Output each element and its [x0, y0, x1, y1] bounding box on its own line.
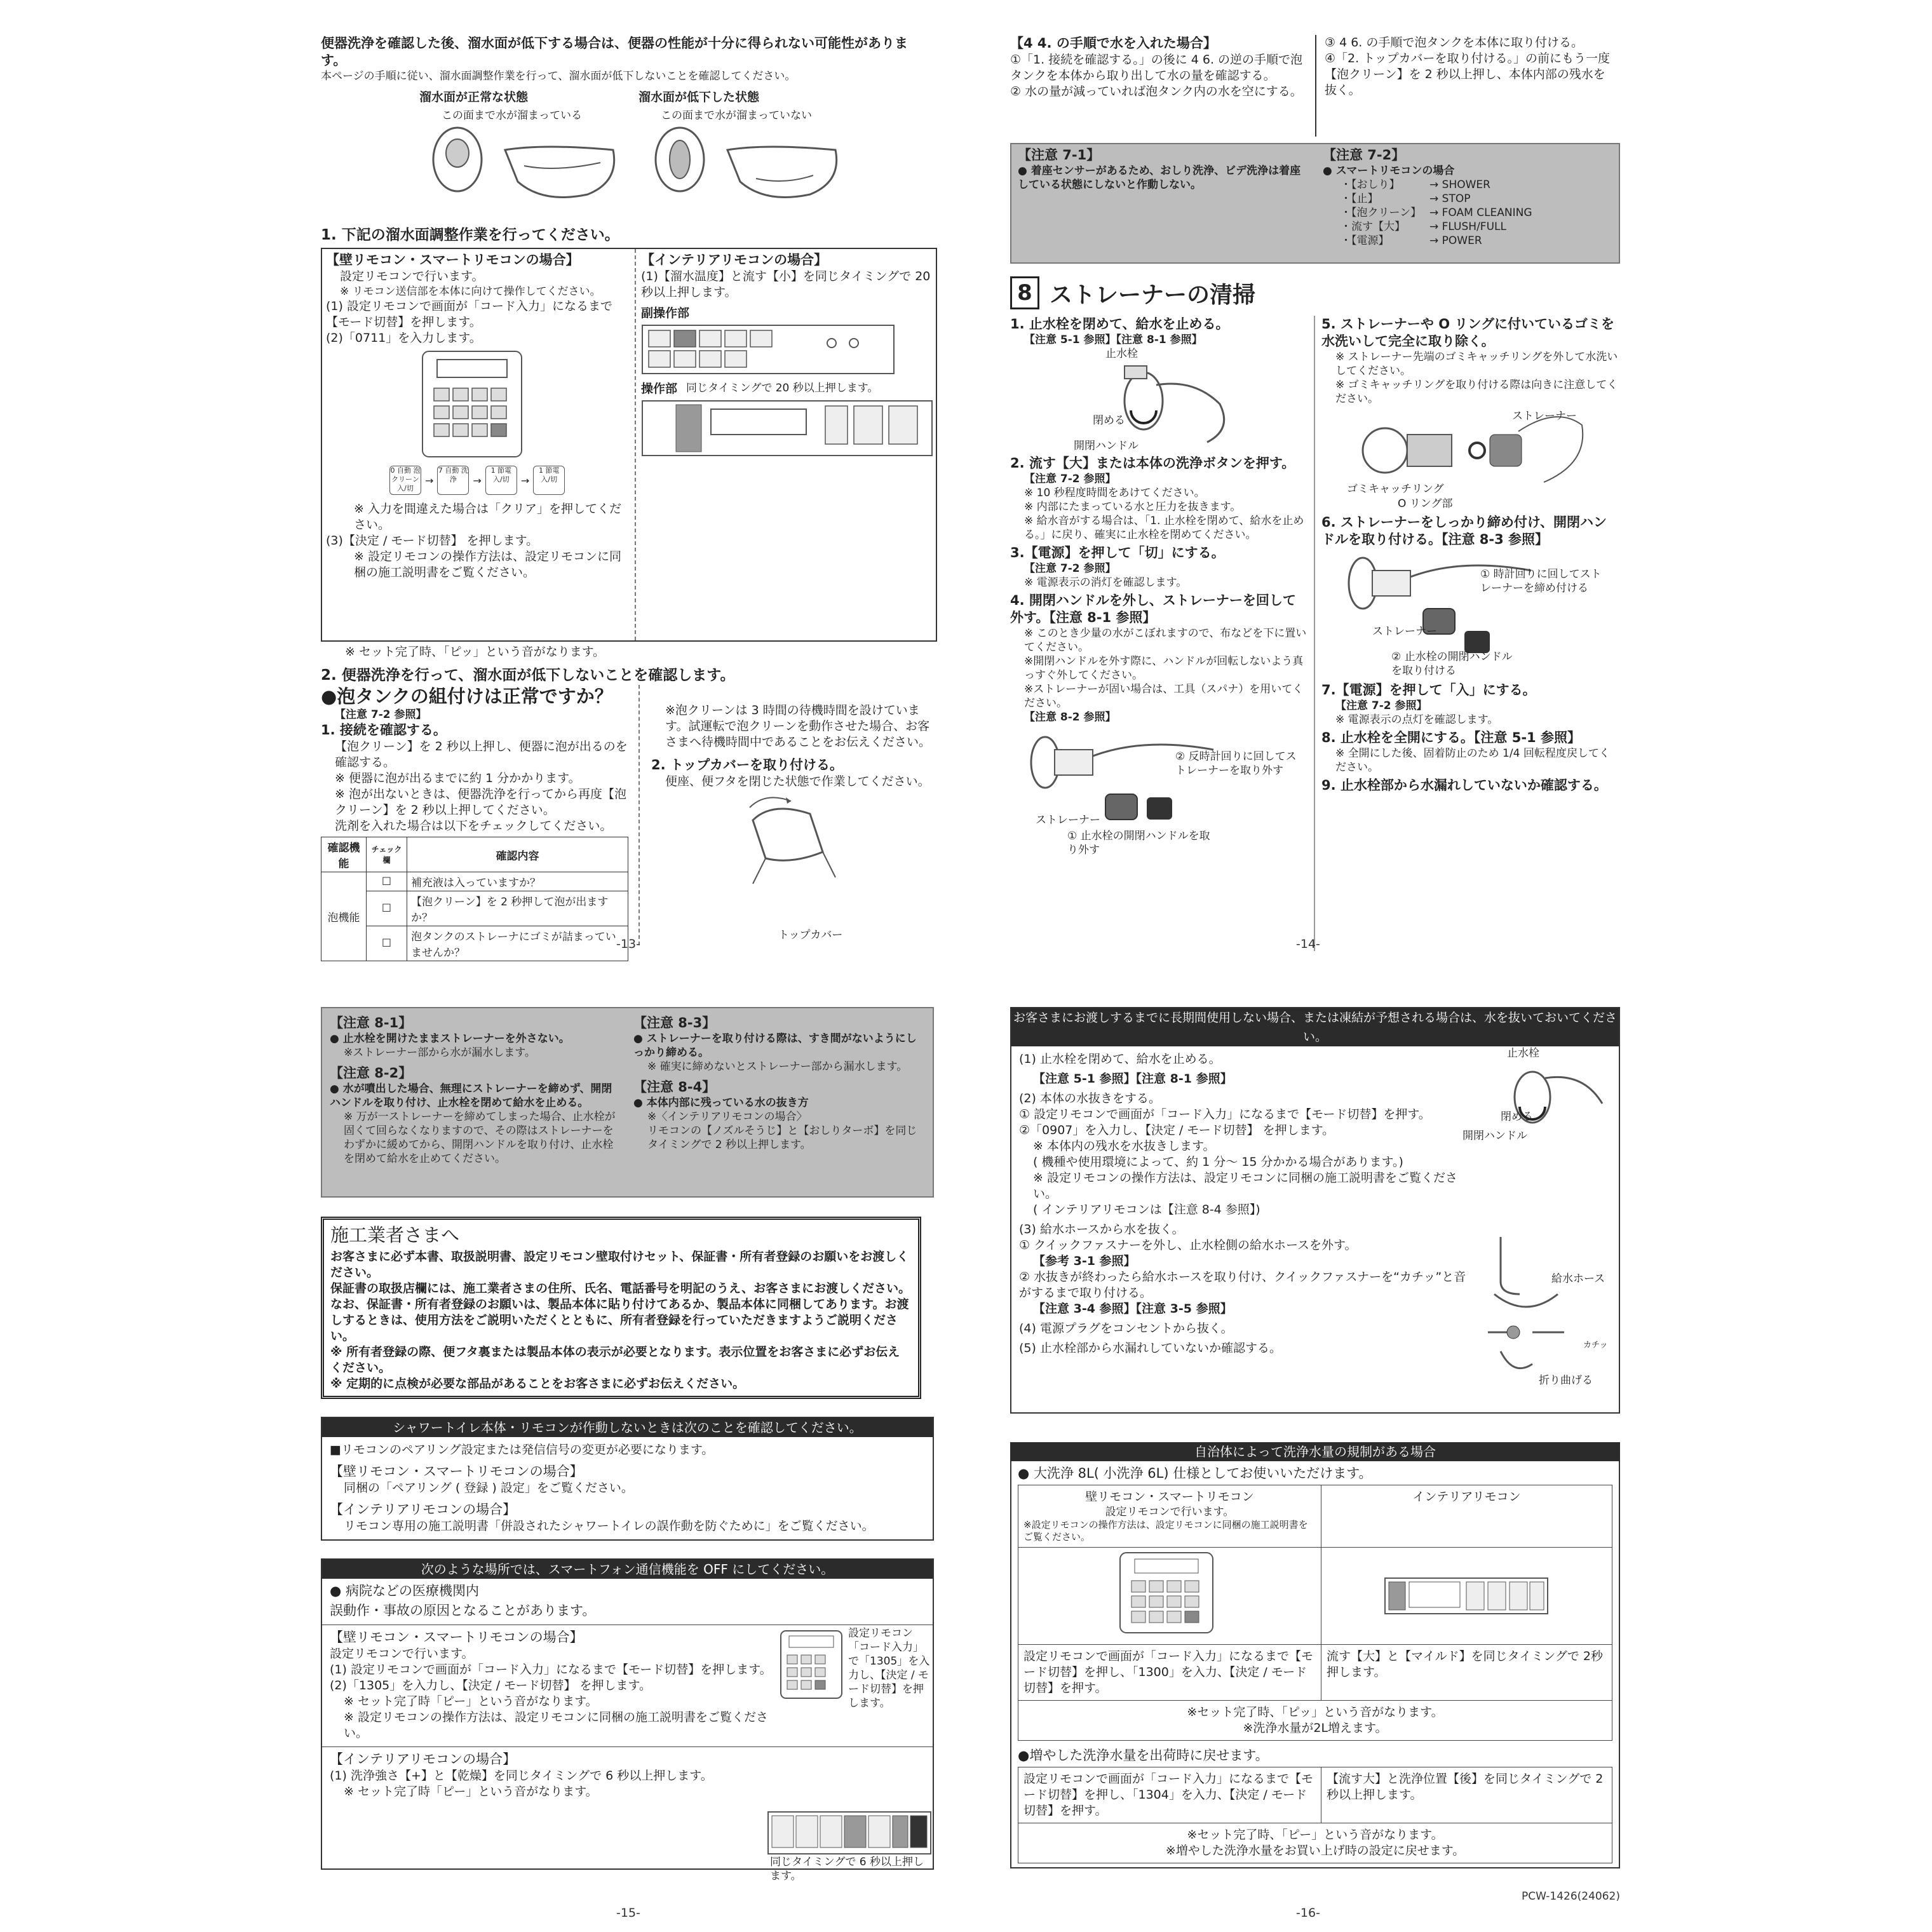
- strainer-note: ※ ストレーナー先端のゴミキャッチリングを外して水洗いしてください。: [1335, 351, 1618, 377]
- key-7: 7 自動 洗浄: [437, 466, 469, 495]
- malfunction-line: リモコン専用の施工説明書「併設されたシャワートイレの誤作動を防ぐために」をご覧ください。: [344, 1519, 874, 1533]
- arrow-right-icon: →: [425, 474, 434, 487]
- smartphone-wall-lines: [330, 1646, 774, 1741]
- regulation-heading: ● 大洗浄 8L( 小洗浄 6L) 仕様としてお使いいただけます。: [1018, 1466, 1372, 1481]
- check-header: チェック欄: [367, 837, 407, 872]
- fig-label: ストレーナー: [1372, 625, 1437, 638]
- note-text: ● スマートリモコンの場合: [1323, 165, 1455, 177]
- smartphone-line: ※ セット完了時「ピー」という音がなります。: [344, 1694, 598, 1708]
- note-text: ● 水が噴出した場合、無理にストレーナーを締めず、開閉ハンドルを取り付け、止水栓を閉めて給水を止める。: [330, 1083, 612, 1109]
- drain-ref: 【注意 3-4 参照】【注意 3-5 参照】: [1033, 1302, 1233, 1316]
- key-1: 1 節電 入/切: [485, 466, 517, 495]
- p13-step1-box: [321, 248, 937, 642]
- strainer-note: ※ このとき少量の水がこぼれますので、布などを下に置いてください。: [1024, 627, 1307, 654]
- strainer-step: 1. 止水栓を閉めて、給水を止める。: [1010, 316, 1229, 332]
- hose-drain-illustration: [1475, 1224, 1615, 1383]
- note-text: ※ストレーナー部から水が漏水します。: [344, 1046, 536, 1059]
- key-sequence: [389, 466, 631, 495]
- mapping-row: [1341, 178, 1615, 192]
- interior-fig-note: 同じタイミングで 6 秒以上押します。: [770, 1856, 924, 1882]
- foam-line: 洗剤を入れた場合は以下をチェックしてください。: [335, 819, 612, 833]
- key-1b: 1 節電 入/切: [533, 466, 565, 495]
- checkbox[interactable]: ☐: [367, 891, 407, 926]
- note-title: 【注意 8-1】: [330, 1015, 412, 1030]
- p14-c1-title: 【4 4. の手順で水を入れた場合】: [1010, 36, 1217, 51]
- malfunction-line: 同梱の「ペアリング ( 登録 ) 設定」をご覧ください。: [344, 1481, 633, 1495]
- p14-steps-left: [1010, 316, 1309, 858]
- setting-remote-illustration: [1119, 1551, 1214, 1634]
- note-7-2: [1323, 147, 1615, 248]
- top-cover-label: トップカバー: [778, 929, 843, 942]
- low-note: この面まで水が溜まっていない: [661, 109, 812, 122]
- mapping-key: ・流す【大】: [1341, 220, 1405, 233]
- strainer-note: ※開閉ハンドルを外す際に、ハンドルが回転しないよう真っすぐ外してください。: [1024, 655, 1304, 682]
- p14-c1-line: ①「1. 接続を確認する。」の後に 4 6. の逆の手順で泡タンクを本体から取り出して水の量を確認する。: [1010, 53, 1303, 83]
- p15-note-box: [321, 1007, 934, 1198]
- mapping-key: ・【おしり】: [1341, 179, 1400, 191]
- smartphone-sub: 【壁リモコン・スマートリモコンの場合】: [330, 1630, 583, 1645]
- strainer-step: 9. 止水栓部から水漏れしていないか確認する。: [1321, 778, 1607, 793]
- table-footer-line: ※セット完了時、「ピッ」という音がなります。: [1187, 1705, 1443, 1719]
- wall-line: ※ 入力を間違えた場合は「クリア」を押してください。: [354, 502, 621, 532]
- normal-note: この面まで水が溜まっている: [442, 109, 582, 122]
- table-header: インテリアリモコン: [1412, 1490, 1521, 1504]
- p13-intro-bold: 便器洗浄を確認した後、溜水面が低下する場合は、便器の性能が十分に得られない可能性があります。: [321, 36, 908, 68]
- drain-line: ( インテリアリモコンは【注意 8-4 参照】): [1033, 1203, 1260, 1217]
- drain-line: ① 設定リモコンで画面が「コード入力」になるまで【モード切替】を押す。: [1019, 1107, 1431, 1121]
- regulation-heading: ●増やした洗浄水量を出荷時に戻せます。: [1018, 1748, 1269, 1763]
- interior-remote-illustration: [767, 1811, 932, 1855]
- drain-content: [1011, 1046, 1484, 1361]
- check-header: 確認機能: [321, 837, 367, 872]
- fig-label: 止水栓: [1507, 1047, 1539, 1060]
- strainer-note: ※ 電源表示の点灯を確認します。: [1335, 713, 1499, 726]
- drain-line: (2) 本体の水抜きをする。: [1019, 1091, 1161, 1105]
- strainer-ref: 【注意 7-2 参照】: [1024, 473, 1116, 485]
- table-header: 壁リモコン・スマートリモコン: [1085, 1490, 1254, 1504]
- strainer-step: 3.【電源】を押して「切」にする。: [1010, 545, 1225, 560]
- main-panel-label: 操作部: [641, 382, 678, 396]
- page-number-16: -16-: [1296, 1906, 1320, 1920]
- wall-line: 設定リモコンで行います。: [340, 269, 484, 283]
- regulation-table-2: [1018, 1767, 1612, 1863]
- wall-set-complete-note: ※ セット完了時、「ピッ」という音がなります。: [345, 645, 605, 659]
- page-15: [321, 1007, 937, 1909]
- interior-remote-illustration: [1384, 1577, 1549, 1615]
- mapping-row: [1341, 192, 1615, 206]
- p14-top-left: [1010, 35, 1309, 100]
- setting-remote-illustration: [780, 1630, 843, 1699]
- sub-panel-illustration: [641, 324, 895, 375]
- wall-remote-column: [326, 252, 631, 581]
- note-title: 【注意 8-3】: [633, 1015, 716, 1030]
- checkbox[interactable]: ☐: [367, 872, 407, 891]
- foam-note: ※泡クリーンは 3 時間の待機時間を設けています。試運転で泡クリーンを動作させた場合、お客さまへ待機時間中であることをお伝えください。: [665, 703, 931, 749]
- mapping-value: → SHOWER: [1429, 179, 1490, 191]
- mapping-value: → FLUSH/FULL: [1429, 220, 1506, 233]
- foam-line: 便座、便フタを閉じた状態で作業してください。: [665, 774, 930, 788]
- note-title: 【注意 7-1】: [1018, 147, 1100, 163]
- p14-note-box: [1010, 143, 1620, 264]
- smartphone-side-note: 設定リモコン「コード入力」で「1305」を入力し、【決定 / モード切替】を押します。: [848, 1627, 930, 1710]
- strainer-note: ※ ゴミキャッチリングを取り付ける際は向きに注意してください。: [1335, 379, 1618, 405]
- table-cell: 【流す大】と洗浄位置【後】を同じタイミングで 2秒以上押します。: [1321, 1767, 1612, 1823]
- malfunction-bar: シャワートイレ本体・リモコンが作動しないときは次のことを確認してください。: [322, 1418, 933, 1437]
- mapping-row: [1341, 206, 1615, 220]
- note-text: ※〈インテリアリモコンの場合〉: [647, 1111, 807, 1123]
- foam-line: ※ 泡が出ないときは、便器洗浄を行ってから再度【泡クリーン】を 2 秒以上押してください。: [335, 787, 626, 817]
- table-footer-line: ※セット完了時、「ピー」という音がなります。: [1187, 1828, 1443, 1842]
- arrow-right-icon: →: [473, 474, 482, 487]
- p14-top-divider: [1315, 35, 1316, 137]
- installer-line: ※ 定期的に点検が必要な部品があることをお客さまに必ずお伝えください。: [330, 1377, 745, 1391]
- smartphone-box: [321, 1558, 934, 1882]
- drain-line: ※ 本体内の残水を水抜きします。: [1033, 1139, 1215, 1153]
- fig-label: 給水ホース: [1551, 1273, 1605, 1285]
- smartphone-line: ※ セット完了時「ピー」という音がなります。: [344, 1785, 598, 1799]
- table-footer-line: ※洗浄水量が2L増えます。: [1243, 1721, 1388, 1735]
- main-panel-labels: [641, 381, 933, 397]
- foam-left: [321, 685, 632, 961]
- drain-ref: 【参考 3-1 参照】: [1033, 1254, 1136, 1268]
- regulation-box: [1010, 1461, 1620, 1868]
- fig-label: ① 時計回りに回してストレーナーを締め付ける: [1480, 568, 1602, 595]
- fig-label: 止水栓: [1105, 348, 1138, 360]
- strainer-attach-figure: [1321, 548, 1620, 682]
- installer-title: 施工業者さまへ: [330, 1224, 460, 1246]
- strainer-step: 5. ストレーナーや O リングに付いているゴミを水洗いして完全に取り除く。: [1321, 316, 1614, 349]
- malfunction-content: [322, 1437, 933, 1539]
- strainer-step: 6. ストレーナーをしっかり締め付け、開閉ハンドルを取り付ける。【注意 8-3 参照】: [1321, 515, 1607, 547]
- fig-label: ゴミキャッチリング: [1347, 483, 1444, 496]
- foam-right: [651, 703, 937, 942]
- smartphone-line: (1) 洗浄強さ【+】と【乾燥】を同じタイミングで 6 秒以上押します。: [330, 1769, 713, 1783]
- wall-line: ※ リモコン送信部を本体に向けて操作してください。: [340, 285, 601, 298]
- mapping-key: ・【泡クリーン】: [1341, 206, 1422, 219]
- table-sub: ※設定リモコンの操作方法は、設定リモコンに同梱の施工説明書をご覧ください。: [1023, 1519, 1308, 1543]
- smartphone-line: (2)「1305」を入力し、【決定 / モード切替】 を押します。: [330, 1679, 652, 1692]
- table-footer: [1018, 1701, 1612, 1741]
- check-item: 補充液は入っていますか？: [407, 872, 628, 891]
- top-cover-illustration: [727, 795, 855, 890]
- page-14: [1010, 35, 1620, 950]
- table-cell: 設定リモコンで画面が「コード入力」になるまで【モード切替】を押し、「1304」を入力、【決定 / モード切替】を押す。: [1018, 1767, 1321, 1823]
- foam-line: ※ 便器に泡が出るまでに約 1 分かかります。: [335, 771, 581, 785]
- fig-label: ① 止水栓の開閉ハンドルを取り外す: [1067, 830, 1210, 856]
- strainer-note: ※ 全開にした後、固着防止のため 1/4 回転程度戻してください。: [1335, 747, 1610, 774]
- foam-step1: 1. 接続を確認する。: [321, 722, 447, 738]
- drain-line: ②「0907」を入力し、【決定 / モード切替】 を押します。: [1019, 1123, 1335, 1137]
- page-number-15: -15-: [616, 1906, 640, 1920]
- wall-line: (3)【決定 / モード切替】 を押します。: [326, 534, 539, 548]
- smartphone-sub: 【インテリアリモコンの場合】: [330, 1752, 517, 1767]
- strainer-step: 7.【電源】を押して「入」にする。: [1321, 682, 1536, 698]
- interior-remote-column: [641, 252, 933, 459]
- p14-c2-line: ④「2. トップカバーを取り付ける。」の前にもう一度【泡クリーン】を 2 秒以上押し、本体内部の残水を抜く。: [1325, 51, 1610, 97]
- interior-line: (1)【溜水温度】と流す【小】を同じタイミングで 20 秒以上押します。: [641, 269, 931, 299]
- table-cell: 設定リモコンで画面が「コード入力」になるまで【モード切替】を押し、「1300」を入力、【決定 / モード切替】を押す。: [1018, 1645, 1321, 1701]
- installer-line: お客さまに必ず本書、取扱説明書、設定リモコン壁取付けセット、保証書・所有者登録のお願いをお渡しください。: [330, 1250, 909, 1280]
- installer-line: ※ 所有者登録の際、便フタ裏または製品本体の表示が必要となります。表示位置をお客さまに必ずお伝えください。: [330, 1345, 900, 1375]
- strainer-note: ※ 10 秒程度時間をあけてください。: [1024, 487, 1205, 499]
- note-text: ● 着座センサーがあるため、おしり洗浄、ビデ洗浄は着座している状態にしないと作動しない。: [1018, 165, 1301, 191]
- page-number-14: -14-: [1296, 937, 1320, 951]
- fig-label: O リング部: [1398, 497, 1453, 510]
- p14-c1-line: ② 水の量が減っていれば泡タンク内の水を空にする。: [1010, 84, 1302, 98]
- drain-box: [1010, 1007, 1620, 1414]
- key-0: 0 自動 泡クリーン 入/切: [389, 466, 421, 495]
- note-title: 【注意 8-2】: [330, 1065, 412, 1081]
- p15-notes-left: [330, 1015, 622, 1166]
- drain-ref: 【注意 5-1 参照】【注意 8-1 参照】: [1033, 1072, 1233, 1086]
- p15-notes-right: [633, 1015, 926, 1152]
- malfunction-sub: 【壁リモコン・スマートリモコンの場合】: [330, 1464, 583, 1479]
- drain-line: ※ 設定リモコンの操作方法は、設定リモコンに同梱の施工説明書をご覧ください。: [1033, 1171, 1457, 1201]
- fig-label: ② 止水栓の開閉ハンドルを取り付ける: [1391, 651, 1513, 677]
- drain-line: (3) 給水ホースから水を抜く。: [1019, 1222, 1184, 1236]
- page-16: [1010, 1007, 1620, 1909]
- interior-remote-title: 【インテリアリモコンの場合】: [641, 252, 828, 267]
- mapping-row: [1341, 234, 1615, 248]
- p14-top-notes: [1010, 35, 1620, 137]
- strainer-wash-figure: [1321, 406, 1620, 514]
- strainer-step: 2. 流す【大】または本体の洗浄ボタンを押す。: [1010, 456, 1295, 471]
- valve-close-illustration: [1482, 1046, 1609, 1142]
- p14-steps-right: [1321, 316, 1620, 794]
- note-text: ● ストレーナーを取り付ける際は、すき間がないようにしっかり締める。: [633, 1032, 917, 1059]
- remote-mapping: [1323, 178, 1615, 248]
- malfunction-sub: 【インテリアリモコンの場合】: [330, 1502, 517, 1517]
- strainer-ref: 【注意 7-2 参照】: [1335, 699, 1428, 712]
- wall-line: (2)「0711」を入力します。: [326, 331, 482, 345]
- normal-title: 溜水面が正常な状態: [419, 90, 529, 104]
- strainer-note: ※ 電源表示の消灯を確認します。: [1024, 576, 1187, 589]
- strainer-ref: 【注意 7-2 参照】: [1024, 562, 1116, 575]
- low-title: 溜水面が低下した状態: [638, 90, 760, 104]
- table-cell: [1018, 1548, 1321, 1645]
- foam-title: ●泡タンクの組付けは正常ですか？: [321, 686, 613, 707]
- strainer-note: ※ 給水音がする場合は、「1. 止水栓を閉めて、給水を止める。」に戻り、確実に止水栓を閉めてください。: [1024, 515, 1304, 541]
- wall-remote-title: 【壁リモコン・スマートリモコンの場合】: [326, 252, 579, 267]
- foam-ref: 【注意 7-2 参照】: [335, 708, 427, 721]
- fig-label: ストレーナー: [1036, 814, 1100, 827]
- smartphone-bar: 次のような場所では、スマートフォン通信機能を OFF にしてください。: [322, 1560, 933, 1579]
- column-divider: [1314, 316, 1315, 951]
- toilet-normal-illustration: [429, 125, 638, 220]
- mapping-value: → STOP: [1429, 193, 1471, 205]
- p13-step1: 1. 下記の溜水面調整作業を行ってください。: [321, 227, 619, 243]
- table-cell: [1321, 1485, 1612, 1548]
- table-cell: [1321, 1548, 1612, 1645]
- document-code: PCW-1426(24062): [1522, 1890, 1620, 1903]
- foam-section: [321, 685, 937, 959]
- divider: [322, 1746, 933, 1747]
- p13-step2: 2. 便器洗浄を行って、溜水面が低下しないことを確認します。: [321, 667, 735, 684]
- drain-line: ① クイックファスナーを外し、止水栓側の給水ホースを外す。: [1019, 1238, 1357, 1252]
- drain-bar: お客さまにお渡しするまでに長期間使用しない場合、または凍結が予想される場合は、水を抜いておいてください。: [1011, 1008, 1619, 1046]
- drain-line: (1) 止水栓を閉めて、給水を止める。: [1019, 1052, 1221, 1066]
- check-item: 【泡クリーン】を 2 秒押して泡が出ますか？: [407, 891, 628, 926]
- mapping-key: ・【止】: [1341, 193, 1379, 205]
- strainer-remove-figure: [1010, 724, 1309, 858]
- page-number-13: -13-: [616, 937, 640, 951]
- strainer-step: 8. 止水栓を全開にする。【注意 5-1 参照】: [1321, 730, 1581, 745]
- smartphone-int-lines: [330, 1768, 762, 1800]
- note-text: リモコンの【ノズルそうじ】と【おしりターボ】を同じタイミングで 2 秒以上押します。: [647, 1125, 917, 1151]
- note-text: ● 本体内部に残っている水の抜き方: [633, 1097, 809, 1109]
- fig-label: ② 反時計回りに回してストレーナーを取り外す: [1175, 750, 1297, 777]
- table-footer-line: ※増やした洗浄水量をお買い上げ時の設定に戻せます。: [1165, 1844, 1465, 1858]
- checkbox[interactable]: ☐: [367, 926, 407, 961]
- column-divider: [638, 685, 640, 945]
- fig-label: 折り曲げる: [1539, 1374, 1593, 1387]
- installer-line: なお、保証書・所有者登録のお願いは、製品本体に貼り付けてあるか、製品本体に同梱してあります。お渡しするときは、使用方法をご説明いただくとともに、所有者登録を行っていただきますようご説明ください。: [330, 1297, 909, 1343]
- regulation-table-1: [1018, 1485, 1612, 1741]
- smartphone-heading: ● 病院などの医療機関内: [330, 1583, 479, 1598]
- column-divider: [635, 249, 636, 640]
- table-footer: [1018, 1823, 1612, 1863]
- note-7-1: [1018, 147, 1310, 192]
- installer-box: [321, 1217, 921, 1399]
- p13-intro-sub: 本ページの手順に従い、溜水面調整作業を行って、溜水面が低下しないことを確認してください。: [321, 70, 796, 83]
- fig-label: 開閉ハンドル: [1074, 440, 1138, 452]
- setting-remote-illustration: [421, 350, 523, 458]
- strainer-note: ※ストレーナーが固い場合は、工具（スパナ）を用いてください。: [1024, 683, 1304, 710]
- p14-c2-line: ③ 4 6. の手順で泡タンクを本体に取り付ける。: [1325, 36, 1583, 50]
- strainer-ref: 【注意 8-2 参照】: [1024, 711, 1116, 724]
- smartphone-line: (1) 設定リモコンで画面が「コード入力」になるまで【モード切替】を押します。: [330, 1663, 772, 1677]
- wall-line: ※ 設定リモコンの操作方法は、設定リモコンに同梱の施工説明書をご覧ください。: [354, 550, 621, 579]
- valve-close-figure: [1010, 347, 1309, 455]
- drain-line: (4) 電源プラグをコンセントから抜く。: [1019, 1321, 1233, 1335]
- water-regulation-section: [1010, 1442, 1620, 1868]
- fig-label: 開閉ハンドル: [1463, 1130, 1527, 1142]
- p14-top-right: [1325, 35, 1617, 98]
- smartphone-line: ※ 設定リモコンの操作方法は、設定リモコンに同梱の施工説明書をご覧ください。: [344, 1710, 768, 1740]
- fig-label: 閉める: [1501, 1111, 1533, 1123]
- drain-line: ( 機種や使用環境によって、約 1 分～ 15 分かかる場合があります。): [1033, 1155, 1403, 1169]
- smartphone-line: 設定リモコンで行います。: [330, 1647, 474, 1661]
- section-title: ストレーナーの清掃: [1050, 281, 1256, 308]
- page-13: [321, 35, 937, 959]
- mapping-row: [1341, 220, 1615, 234]
- p13-level-figure: [321, 90, 937, 223]
- fig-label: カチッ: [1583, 1341, 1608, 1350]
- check-func: 泡機能: [321, 872, 367, 961]
- smartphone-heading: 誤動作・事故の原因となることがあります。: [330, 1603, 596, 1618]
- section-number: 8: [1010, 276, 1039, 309]
- malfunction-box: [321, 1417, 934, 1541]
- check-item: 泡タンクのストレーナにゴミが詰まっていませんか？: [407, 926, 628, 961]
- drain-line: ② 水抜きが終わったら給水ホースを取り付け、クイックファスナーを“カチッ”と音がするまで取り付ける。: [1019, 1270, 1466, 1300]
- installer-line: 保証書の取扱店欄には、施工業者さまの住所、氏名、電話番号を明記のうえ、お客さまにお渡しください。: [330, 1281, 911, 1295]
- malfunction-line: ■リモコンのペアリング設定または発信信号の変更が必要になります。: [330, 1443, 714, 1457]
- table-sub: 設定リモコンで行います。: [1105, 1506, 1234, 1518]
- note-title: 【注意 7-2】: [1323, 147, 1405, 163]
- strainer-ref: 【注意 5-1 参照】【注意 8-1 参照】: [1024, 334, 1203, 346]
- strainer-step: 4. 開閉ハンドルを外し、ストレーナーを回して外す。【注意 8-1 参照】: [1010, 593, 1296, 625]
- regulation-bar: 自治体によって洗浄水量の規制がある場合: [1010, 1442, 1620, 1461]
- main-panel-note: 同じタイミングで 20 秒以上押します。: [686, 382, 879, 395]
- mapping-key: ・【電源】: [1341, 234, 1389, 247]
- p14-steps: [1010, 316, 1620, 951]
- wall-line: (1) 設定リモコンで画面が「コード入力」になるまで【モード切替】を押します。: [326, 299, 612, 329]
- note-text: ※ 万が一ストレーナーを締めてしまった場合、止水栓が固くて回らなくなりますので、その際はストレーナーをわずかに緩めてから、開閉ハンドルを取り付け、止水栓を閉めて給水を止めてください。: [344, 1111, 616, 1165]
- note-title: 【注意 8-4】: [633, 1079, 716, 1095]
- mapping-value: → POWER: [1429, 234, 1482, 247]
- fig-label: ストレーナー: [1512, 410, 1577, 422]
- table-cell: [1018, 1485, 1321, 1548]
- note-text: ● 止水栓を開けたままストレーナーを外さない。: [330, 1032, 570, 1045]
- foam-check-table: [321, 837, 628, 961]
- table-cell: 流す【大】と【マイルド】を同じタイミングで 2秒押します。: [1321, 1645, 1612, 1701]
- main-panel-illustration: [641, 400, 933, 457]
- fig-label: 閉める: [1093, 414, 1125, 427]
- section-8-heading: [1010, 276, 1620, 309]
- check-header: 確認内容: [407, 837, 628, 872]
- foam-step2: 2. トップカバーを取り付ける。: [651, 757, 844, 773]
- drain-line: (5) 止水栓部から水漏れしていないか確認する。: [1019, 1341, 1281, 1355]
- toilet-low-illustration: [651, 125, 861, 220]
- foam-line: 【泡クリーン】を 2 秒以上押し、便器に泡が出るのを確認する。: [335, 740, 628, 769]
- sub-panel-label: 副操作部: [641, 306, 690, 320]
- strainer-note: ※ 内部にたまっている水と圧力を抜きます。: [1024, 501, 1241, 513]
- note-text: ※ 確実に締めないとストレーナー部から漏水します。: [647, 1060, 908, 1073]
- arrow-right-icon: →: [520, 474, 530, 487]
- mapping-value: → FOAM CLEANING: [1429, 206, 1532, 219]
